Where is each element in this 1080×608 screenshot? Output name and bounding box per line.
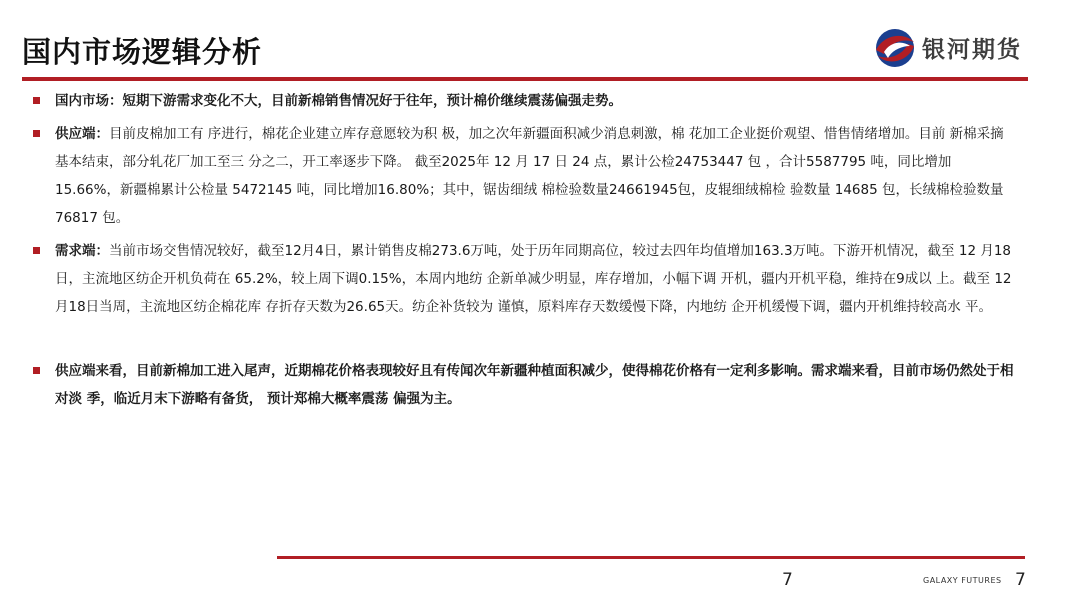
bullet-supply: [30, 120, 1015, 232]
footer-divider: [277, 556, 1025, 559]
bullet-domestic-market-text: [55, 93, 622, 109]
bullet-label: 国内市场：: [55, 93, 123, 109]
bullet-domestic-market: [30, 87, 1015, 115]
bullet-body: 短期下游需求变化不大，目前新棉销售情况好于往年，预计棉价继续震荡偏强走势。: [122, 93, 622, 109]
company-name-en: GALAXY FUTURES: [923, 576, 1002, 585]
page-number-center: 7: [782, 570, 793, 590]
bullet-square-icon: [33, 367, 40, 374]
logo-text: 银河期货: [922, 37, 1022, 63]
header-divider: [22, 77, 1028, 81]
bullet-body: 目前皮棉加工有 序进行，棉花企业建立库存意愿较为积 极，加之次年新疆面积减少消息刺激，棉 花加工企业挺价观望、惜售情绪增加。目前 新棉采摘基本结束，部分轧花厂加工至三 分之二，开工率逐步下降。 截至2025年 12 月 17 日 24 点，累计公检24753447 包 ，合计5587795 吨，同比增加 15.66%，新疆棉累计公检量 5472145 吨，同比增加16.80%；其中，锯齿细绒 棉检验数量24661945包，皮辊细绒棉检 验数量 14685 包，长绒棉检验数量 76817 包。: [55, 126, 1004, 226]
bullet-square-icon: [33, 97, 40, 104]
bullet-square-icon: [33, 247, 40, 254]
bullet-conclusion: [30, 357, 1015, 413]
bullet-demand: [30, 237, 1015, 321]
page-number-right: 7: [1015, 570, 1026, 590]
bullet-label: 需求端：: [55, 243, 109, 259]
page-title: 国内市场逻辑分析: [22, 35, 263, 69]
company-logo: [874, 28, 1034, 68]
bullet-body: 供应端来看，目前新棉加工进入尾声，近期棉花价格表现较好且有传闻次年新疆种植面积减少，使得棉花价格有一定利多影响。需求端来看，目前市场仍然处于相对淡 季，临近月末下游略有备货， 预计郑棉大概率震荡 偏强为主。: [55, 363, 1014, 407]
bullet-square-icon: [33, 130, 40, 137]
bullet-label: 供应端：: [55, 126, 109, 142]
galaxy-swirl-icon: [874, 28, 916, 68]
bullet-body: 当前市场交售情况较好，截至12月4日，累计销售皮棉273.6万吨，处于历年同期高位，较过去四年均值增加163.3万吨。下游开机情况，截至 12 月18日，主流地区纺企开机负荷在 65.2%，较上周下调0.15%，本周内地纺 企新单减少明显，库存增加，小幅下调 开机，疆内开机平稳，维持在9成以 上。截至 12 月18日当周，主流地区纺企棉花库 存折存天数为26.65天。纺企补货较为 谨慎，原料库存天数缓慢下降，内地纺 企开机缓慢下调，疆内开机维持较高水 平。: [55, 243, 1012, 315]
content-area: [30, 85, 1015, 413]
